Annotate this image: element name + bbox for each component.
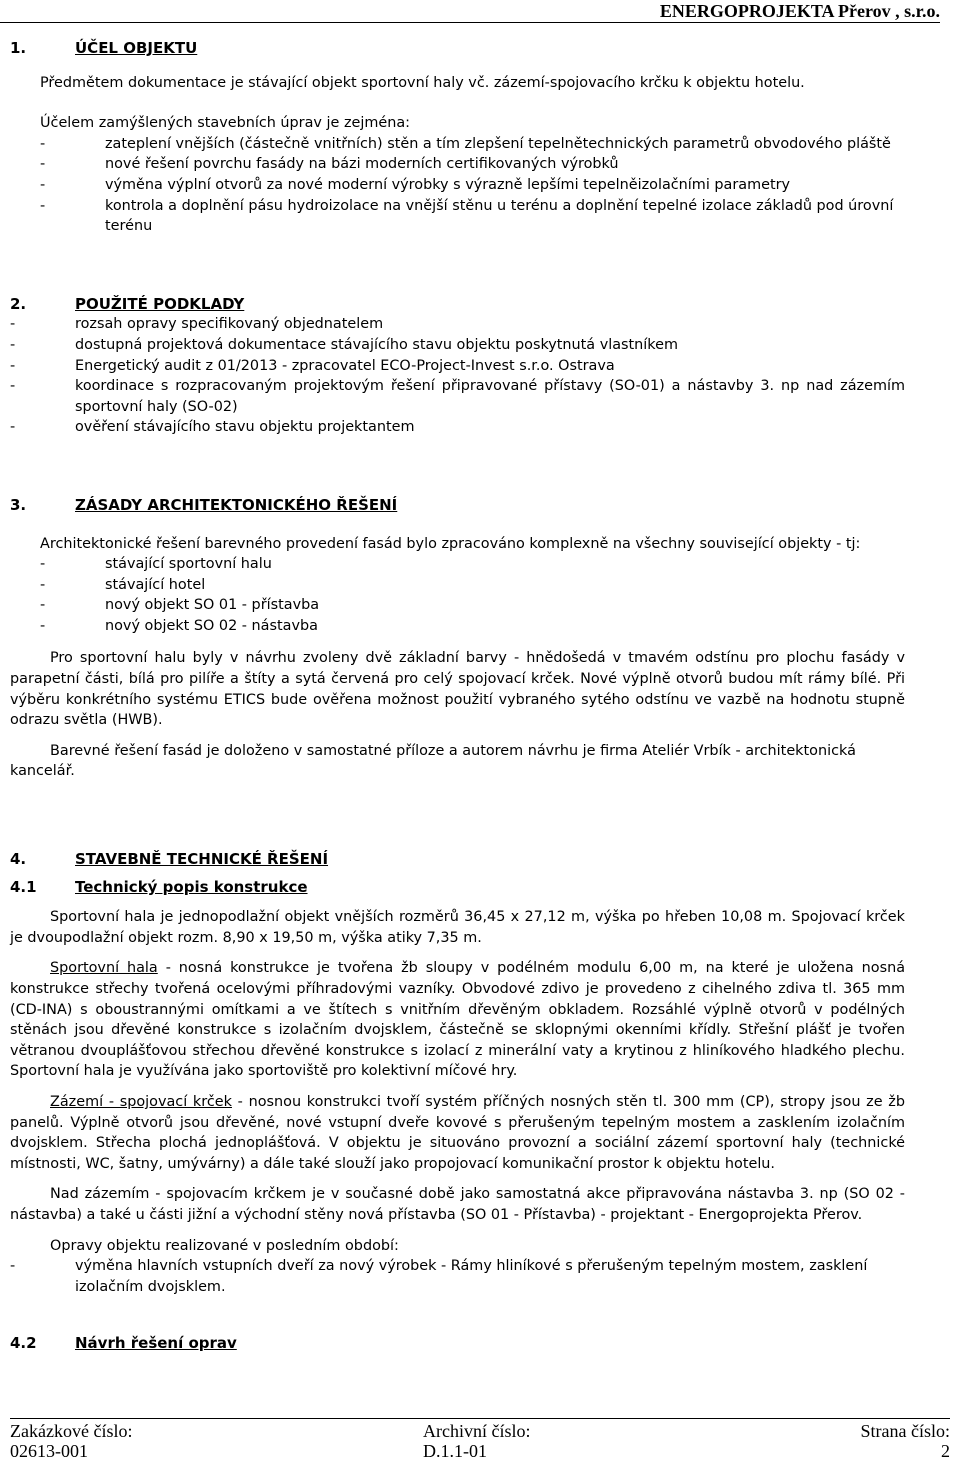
subsection-4-2-heading	[10, 1333, 905, 1354]
paragraph: Účelem zamýšlených stavebních úprav je zejména:	[40, 115, 411, 132]
page-number-block	[861, 1421, 950, 1461]
page-footer	[10, 1418, 950, 1461]
subsection-4-1-heading	[10, 877, 905, 898]
paragraph: Opravy objektu realizované v posledním období:	[50, 1237, 399, 1254]
bullet-list	[10, 134, 905, 237]
archive-number-value: D.1.1-01	[423, 1441, 487, 1461]
paragraph-lead: Zázemí - spojovací krček	[50, 1093, 232, 1110]
list-item: - Energetický audit z 01/2013 - zpracovatel ECO-Project-Invest s.r.o. Ostrava	[10, 357, 615, 374]
list-item: - dostupná projektová dokumentace stávajícího stavu objektu poskytnutá vlastníkem	[10, 336, 678, 353]
subsection-number: 4.2	[10, 1334, 37, 1353]
subsection-title: Návrh řešení oprav	[75, 1334, 237, 1353]
bullet-list	[10, 1256, 905, 1297]
section-number: 1.	[10, 39, 27, 57]
section-4-heading	[10, 849, 905, 870]
list-item: - rozsah opravy specifikovaný objednatelem	[10, 316, 384, 333]
paragraph: Sportovní hala je jednopodlažní objekt vnějších rozměrů 36,45 x 27,12 m, výška po hřeben 10,08 m. Spojovací krček je dvoupodlažní objekt rozm. 8,90 x 19,50 m, výška atiky 7,35 m.	[10, 909, 905, 946]
list-item: - ověření stávajícího stavu objektu projektantem	[10, 419, 415, 436]
list-item: - nový objekt SO 01 - přístavba	[40, 597, 320, 614]
subsection-number: 4.1	[10, 877, 37, 896]
list-item: - stávající hotel	[40, 576, 206, 593]
page-number-value: 2	[941, 1441, 950, 1461]
company-name: ENERGOPROJEKTA Přerov , s.r.o.	[659, 1, 940, 21]
section-title: STAVEBNĚ TECHNICKÉ ŘEŠENÍ	[75, 850, 329, 869]
section-1-heading	[10, 38, 905, 59]
section-3-heading	[10, 495, 905, 516]
list-item: - nové řešení povrchu fasády na bázi moderních certifikovaných výrobků	[40, 156, 619, 173]
list-item: - stávající sportovní halu	[40, 556, 272, 573]
paragraph: Sportovní hala - nosná konstrukce je tvořena žb sloupy v podélném modulu 6,00 m, na které je uložena nosná konstrukce střechy tvořená ocelovými příhradovými vazníky. Obvodové zdivo je provedeno z cihelného zdiva tl. 365 mm (CD-INA) s oboustrannými omítkami a ve štítech s vnitřním dřevěným obkladem. Rozsáhlé výplně otvorů v podélných stěnách jsou dřevěné konstrukce s izolačním dvojsklem, částečně se sklopnými okenními křídly. Střešní plášť je tvořen větranou dvouplášťovou střechou dřevěné konstrukce s izolací z minerální vaty a krytinou z hliníkového hladkého plechu. Sportovní hala je využívána jako sportoviště pro kolektivní míčové hry.	[10, 960, 906, 1080]
page-number-label: Strana číslo:	[860, 1421, 950, 1441]
section-number: 3.	[10, 495, 27, 514]
paragraph: Zázemí - spojovací krček - nosnou konstrukci tvoří systém příčných nosných stěn tl. 300 mm (CP), stropy jsou ze žb panelů. Výplně otvorů jsou dřevěné, nové vstupní dveře kovové s přerušeným tepelným mostem a zasklením izolačním dvojsklem. Střecha plochá jednoplášťová. V objektu je situováno provozní a sociální zázemí sportovní haly (technické místnosti, WC, šatny, umývárny) a dále také slouží jako propojovací komunikační prostor k objektu hotelu.	[10, 1093, 905, 1172]
section-title: POUŽITÉ PODKLADY	[75, 294, 245, 313]
subsection-title: Technický popis konstrukce	[75, 877, 308, 896]
archive-number-block	[423, 1421, 530, 1461]
list-item: - nový objekt SO 02 - nástavba	[40, 617, 318, 634]
archive-number-label: Archivní číslo:	[423, 1421, 531, 1441]
paragraph: Nad zázemím - spojovacím krčkem je v současné době jako samostatná akce připravována nástavba 3. np (SO 02 - nástavba) a také u části jižní a východní stěny nová přístavba (SO 01 - Přístavba) - projektant - Energoprojekta Přerov.	[10, 1186, 905, 1223]
paragraph-lead: Sportovní hala	[50, 960, 158, 977]
paragraph: Předmětem dokumentace je stávající objekt sportovní haly vč. zázemí-spojovacího krčku k objektu hotelu.	[40, 74, 805, 91]
list-item: - výměna výplní otvorů za nové moderní výrobky s výrazně lepšími tepelněizolačními parametry	[40, 176, 791, 193]
section-title: ÚČEL OBJEKTU	[75, 39, 198, 57]
paragraph: Barevné řešení fasád je doloženo v samostatné příloze a autorem návrhu je firma Ateliér Vrbík - architektonická kancelář.	[10, 742, 856, 780]
order-number-block	[10, 1421, 132, 1461]
section-number: 4.	[10, 850, 27, 869]
paragraph: Architektonické řešení barevného provedení fasád bylo zpracováno komplexně na všechny související objekty - tj:	[40, 535, 861, 552]
section-2-heading	[10, 294, 905, 315]
order-number-label: Zakázkové číslo:	[10, 1421, 133, 1441]
section-title: ZÁSADY ARCHITEKTONICKÉHO ŘEŠENÍ	[75, 495, 398, 514]
list-item: - zateplení vnějších (částečně vnitřních) stěn a tím zlepšení tepelnětechnických parametrů obvodového pláště	[40, 135, 891, 152]
document-body	[10, 38, 905, 1354]
list-item: - kontrola a doplnění pásu hydroizolace na vnější stěnu u terénu a doplnění tepelné izolace základů pod úrovní terénu	[40, 197, 894, 235]
section-number: 2.	[10, 294, 27, 313]
bullet-list	[10, 554, 905, 636]
paragraph: Pro sportovní halu byly v návrhu zvoleny dvě základní barvy - hnědošedá v tmavém odstínu pro plochu fasády v parapetní části, bílá pro pilíře a štíty a sytá červená pro celý spojovací krček. Nové výplně otvorů budou mít rámy bílé. Při výběru konkrétního systému ETICS bude ověřena možnost použití vybraného sytého odstínu ve vazbě na hodnotu stupně odrazu světla (HWB).	[10, 650, 905, 729]
page-header	[0, 0, 940, 23]
list-item: - výměna hlavních vstupních dveří za nový výrobek - Rámy hliníkové s přerušeným tepelným mostem, zasklení izolačním dvojsklem.	[10, 1258, 868, 1295]
list-item: - koordinace s rozpracovaným projektovým řešení připravované přístavy (SO-01) a nástavby 3. np nad zázemím sportovní haly (SO-02)	[10, 378, 905, 415]
bullet-list	[10, 314, 905, 438]
order-number-value: 02613-001	[10, 1441, 88, 1461]
